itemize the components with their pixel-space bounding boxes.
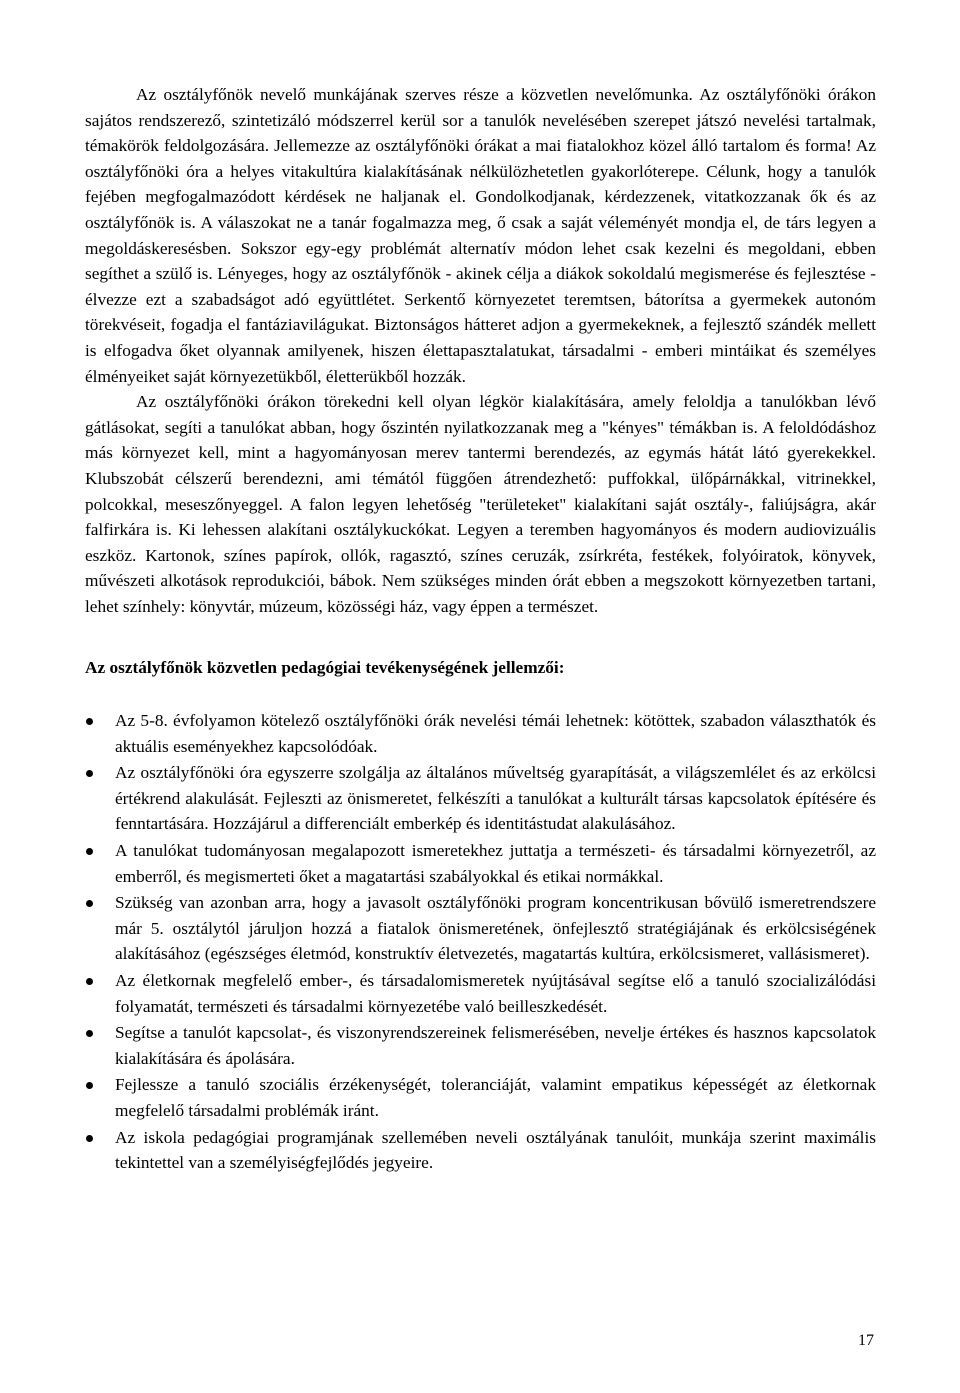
paragraph-1: Az osztályfőnök nevelő munkájának szerves része a közvetlen nevelőmunka. Az osztályfőnöki órákon sajátos rendszerező, szintetizáló módszerrel kerül sor a tanulók nevelésében szerepet játszó nevelési tartalmak, témakörök feldolgozására. Jellemezze az osztályfőnöki órákat a mai fiatalokhoz közel álló tartalom és forma! Az osztályfőnöki óra a helyes vitakultúra kialakításának nélkülözhetetlen gyakorlóterepe. Célunk, hogy a tanulók fejében megfogalmazódott kérdések ne haljanak el. Gondolkodjanak, kérdezzenek, vitatkozzanak ők és az osztályfőnök is. A válaszokat ne a tanár fogalmazza meg, ő csak a saját véleményét mondja el, de társ legyen a megoldáskeresésben. Sokszor egy-egy problémát alternatív módon lehet csak kezelni és megoldani, ebben segíthet a szülő is. Lényeges, hogy az osztályfőnök - akinek célja a diákok sokoldalú megismerése és fejlesztése - élvezze ezt a szabadságot adó együttlétet. Serkentő környezetet teremtsen, bátorítsa a gyermekek autonóm törekvéseit, fogadja el fantáziavilágukat. Biztonságos hátteret adjon a gyermekeknek, a fejlesztő szándék mellett is elfogadva őket olyannak amilyenek, hiszen élettapasztalatukat, társadalmi - emberi mintáikat és személyes élményeiket saját környezetükből, életterükből hozzák. bbox=[85, 85, 876, 386]
list-item bbox=[85, 708, 876, 759]
bullet-list bbox=[85, 708, 876, 1176]
page-number: 17 bbox=[858, 1332, 874, 1349]
list-item bbox=[85, 890, 876, 967]
bullet-icon bbox=[86, 718, 93, 725]
bullet-icon bbox=[86, 1082, 93, 1089]
section-heading: Az osztályfőnök közvetlen pedagógiai tevékenységének jellemzői: bbox=[85, 658, 565, 678]
bullet-icon bbox=[86, 1135, 93, 1142]
bullet-icon bbox=[86, 848, 93, 855]
list-item-text: Az iskola pedagógiai programjának szellemében neveli osztályának tanulóit, munkája szerint maximális tekintettel van a személyiségfejlődés jegyeire. bbox=[115, 1127, 876, 1173]
list-item bbox=[85, 838, 876, 889]
list-item bbox=[85, 1125, 876, 1176]
list-item-text: Segítse a tanulót kapcsolat-, és viszonyrendszereinek felismerésében, nevelje értékes és hasznos kapcsolatok kialakítására és ápolására. bbox=[115, 1023, 876, 1068]
paragraph-2: Az osztályfőnöki órákon törekedni kell olyan légkör kialakítására, amely feloldja a tanulókban lévő gátlásokat, segíti a tanulókat abban, hogy őszintén nyilatkozzanak meg a "kényes" témákban is. A feloldódáshoz más környezet kell, mint a hagyományosan merev tantermi berendezés, az egymás hátát látó gyerekekkel. Klubszobát célszerű berendezni, ami témától függően átrendezhető: puffokkal, ülőpárnákkal, vitrinekkel, polcokkal, meseszőnyeggel. A falon legyen lehetőség "területeket" kialakítani saját osztály-, faliújságra, akár falfirkára is. Ki lehessen alakítani osztálykuckókat. Legyen a teremben hagyományos és modern audiovizuális eszköz. Kartonok, színes papírok, ollók, ragasztó, színes ceruzák, zsírkréta, festékek, folyóiratok, könyvek, művészeti alkotások reprodukciói, bábok. Nem szükséges minden órát ebben a megszokott környezetben tartani, lehet színhely: könyvtár, múzeum, közösségi ház, vagy éppen a természet. bbox=[85, 392, 876, 616]
bullet-icon bbox=[86, 770, 93, 777]
list-item-text: Fejlessze a tanuló szociális érzékenységét, toleranciáját, valamint empatikus képességét az életkornak megfelelő társadalmi problémák iránt. bbox=[115, 1075, 876, 1120]
bullet-icon bbox=[86, 978, 93, 985]
list-item-text: Szükség van azonban arra, hogy a javasolt osztályfőnöki program koncentrikusan bővülő ismeretrendszere már 5. osztálytól járuljon hozzá a fiatalok önismeretének, önfejlesztő stratégiájának és erkölcsiségének alakításához (egészséges életmód, konstruktív életvezetés, magatartás kultúra, erkölcsismeret, vallásismeret). bbox=[115, 893, 876, 964]
list-item bbox=[85, 1072, 876, 1123]
list-item-text: Az életkornak megfelelő ember-, és társadalomismeretek nyújtásával segítse elő a tanuló szocializálódási folyamatát, természeti és társadalmi környezetébe való beilleszkedését. bbox=[115, 971, 876, 1016]
bullet-icon bbox=[86, 1030, 93, 1037]
document-page bbox=[85, 82, 876, 1177]
list-item bbox=[85, 760, 876, 837]
list-item bbox=[85, 968, 876, 1019]
bullet-icon bbox=[86, 900, 93, 907]
list-item-text: A tanulókat tudományosan megalapozott ismeretekhez juttatja a természeti- és társadalmi környezetről, az emberről, és megismerteti őket a magatartási szabályokkal és etikai normákkal. bbox=[115, 841, 876, 886]
list-item-text: Az 5-8. évfolyamon kötelező osztályfőnöki órák nevelési témái lehetnek: kötöttek, szabadon választhatók és aktuális eseményekhez kapcsolódóak. bbox=[115, 711, 876, 756]
list-item bbox=[85, 1020, 876, 1071]
list-item-text: Az osztályfőnöki óra egyszerre szolgálja az általános műveltség gyarapítását, a világszemlélet és az erkölcsi értékrend alakulását. Fejleszti az önismeretet, felkészíti a tanulókat a kulturált társas kapcsolatok építésére és fenntartására. Hozzájárul a differenciált emberkép és identitástudat alakulásához. bbox=[115, 763, 876, 834]
